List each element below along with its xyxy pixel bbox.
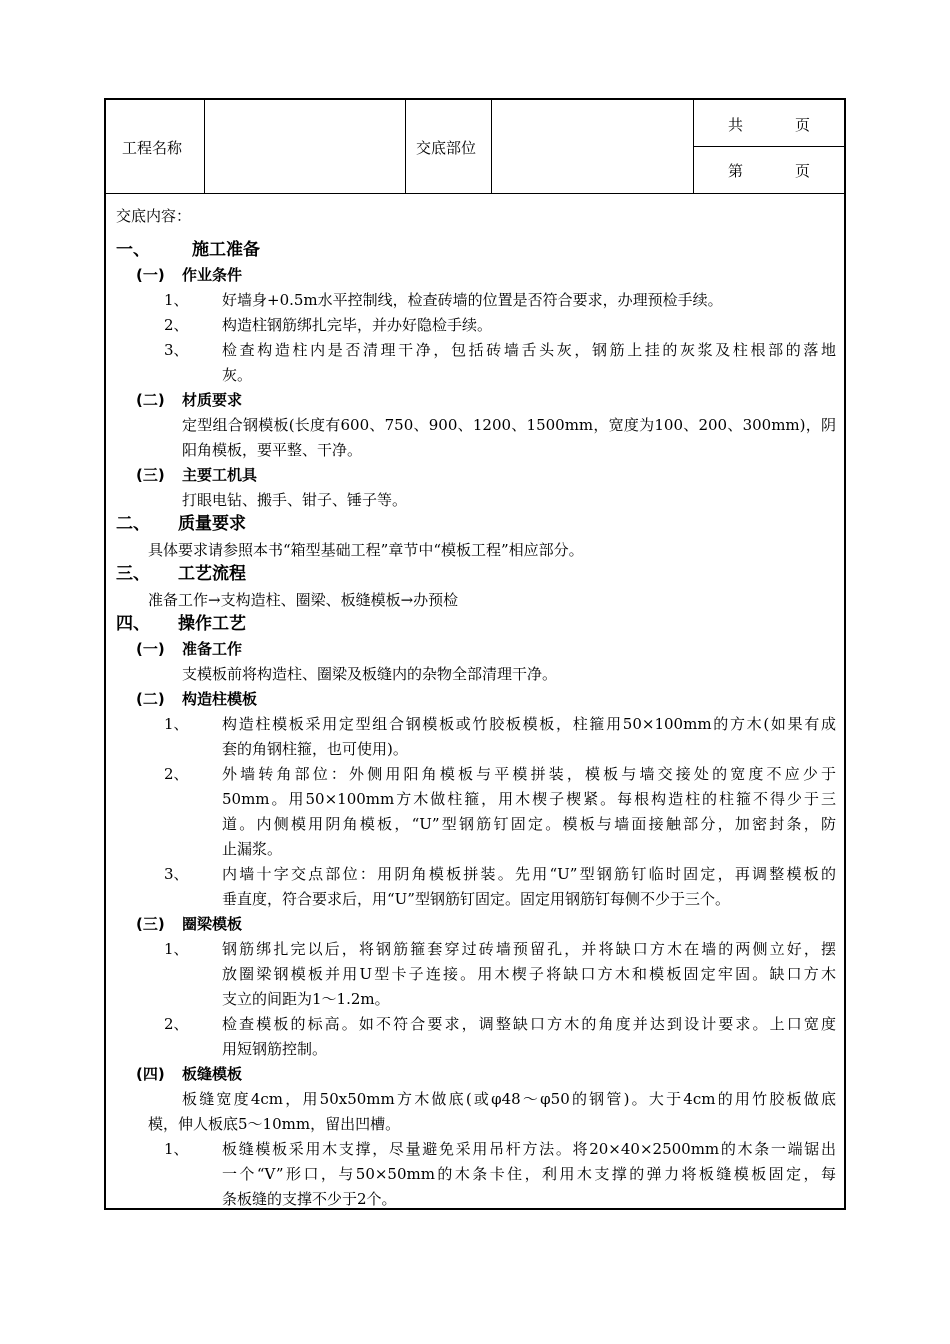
subsection-number: (三) xyxy=(136,915,165,933)
item-text: 放圈梁钢模板并用U型卡子连接。用木楔子将缺口方木和模板固定牢固。缺口方木 xyxy=(222,965,836,983)
page-number-label: 第 xyxy=(728,162,744,180)
item-text: 构造柱模板采用定型组合钢模板或竹胶板模板，柱箍用50×100mm的方木(如果有成 xyxy=(222,715,836,733)
item-number: 2、 xyxy=(164,765,189,783)
subsection-title: 准备工作 xyxy=(182,640,243,658)
page-number-unit: 页 xyxy=(795,162,811,180)
item-number: 2、 xyxy=(164,316,189,334)
section-title: 施工准备 xyxy=(192,240,260,260)
divider xyxy=(204,100,205,193)
subsection-title: 板缝模板 xyxy=(182,1065,243,1083)
handover-part-label: 交底部位 xyxy=(416,139,477,157)
item-text: 外墙转角部位：外侧用阳角模板与平模拼装，模板与墙交接处的宽度不应少于 xyxy=(222,765,836,783)
subsection-number: (二) xyxy=(136,690,165,708)
section-number: 四、 xyxy=(116,614,150,634)
item-text: 灰。 xyxy=(222,366,253,384)
subsection-title: 主要工机具 xyxy=(182,466,258,484)
paragraph-text: 打眼电钻、搬手、钳子、锤子等。 xyxy=(182,491,408,509)
item-number: 3、 xyxy=(164,865,189,883)
item-number: 1、 xyxy=(164,940,189,958)
project-name-label: 工程名称 xyxy=(122,139,183,157)
subsection-number: (二) xyxy=(136,391,165,409)
total-pages-label: 共 xyxy=(728,116,744,134)
subsection-number: (三) xyxy=(136,466,165,484)
item-number: 1、 xyxy=(164,715,189,733)
subsection-title: 构造柱模板 xyxy=(182,690,258,708)
item-text: 检查构造柱内是否清理干净，包括砖墙舌头灰，钢筋上挂的灰浆及柱根部的落地 xyxy=(222,341,836,359)
section-number: 一、 xyxy=(116,240,150,260)
item-text: 钢筋绑扎完以后，将钢筋箍套穿过砖墙预留孔，并将缺口方木在墙的两侧立好，摆 xyxy=(222,940,836,958)
divider xyxy=(405,100,406,193)
section-title: 操作工艺 xyxy=(178,614,246,634)
content-intro: 交底内容： xyxy=(116,207,192,225)
item-number: 1、 xyxy=(164,1140,189,1158)
item-text: 套的角钢柱箍，也可使用)。 xyxy=(222,740,408,758)
paragraph-text: 板缝宽度4cm，用50x50mm方木做底(或φ48～φ50的钢管)。大于4cm的用竹胶板做底 xyxy=(182,1090,836,1108)
form-header xyxy=(106,100,844,194)
section-number: 三、 xyxy=(116,564,150,584)
section-title: 工艺流程 xyxy=(178,564,246,584)
item-text: 条板缝的支撑不少于2个。 xyxy=(222,1190,397,1208)
paragraph-text: 定型组合钢模板(长度有600、750、900、1200、1500mm，宽度为100、200、300mm)，阴 xyxy=(182,416,836,434)
paragraph-text: 具体要求请参照本书“箱型基础工程”章节中“模板工程”相应部分。 xyxy=(148,541,584,559)
item-text: 一个“V”形口，与50×50mm的木条卡住，利用木支撑的弹力将板缝模板固定，每 xyxy=(222,1165,836,1183)
subsection-title: 圈梁模板 xyxy=(182,915,243,933)
subsection-title: 材质要求 xyxy=(182,391,243,409)
subsection-number: (四) xyxy=(136,1065,165,1083)
section-number: 二、 xyxy=(116,514,150,534)
item-text: 检查模板的标高。如不符合要求，调整缺口方木的角度并达到设计要求。上口宽度 xyxy=(222,1015,836,1033)
item-text: 止漏浆。 xyxy=(222,840,283,858)
item-text: 用短钢筋控制。 xyxy=(222,1040,328,1058)
subsection-title: 作业条件 xyxy=(182,266,243,284)
paragraph-text: 准备工作→支构造柱、圈梁、板缝模板→办预检 xyxy=(148,591,459,609)
item-text: 50mm。用50×100mm方木做柱箍，用木楔子楔紧。每根构造柱的柱箍不得少于三 xyxy=(222,790,836,808)
item-number: 2、 xyxy=(164,1015,189,1033)
paragraph-text: 阳角模板，要平整、干净。 xyxy=(182,441,363,459)
item-text: 支立的间距为1～1.2m。 xyxy=(222,990,390,1008)
item-text: 构造柱钢筋绑扎完毕，并办好隐检手续。 xyxy=(222,316,493,334)
paragraph-text: 模，伸人板底5～10mm，留出凹槽。 xyxy=(148,1115,401,1133)
item-number: 3、 xyxy=(164,341,189,359)
paragraph-text: 支模板前将构造柱、圈梁及板缝内的杂物全部清理干净。 xyxy=(182,665,558,683)
item-text: 垂直度，符合要求后，用“U”型钢筋钉固定。固定用钢筋钉每侧不少于三个。 xyxy=(222,890,730,908)
subsection-number: (一) xyxy=(136,640,165,658)
subsection-number: (一) xyxy=(136,266,165,284)
section-title: 质量要求 xyxy=(178,514,246,534)
item-text: 道。内侧模用阴角模板，“U”型钢筋钉固定。模板与墙面接触部分，加密封条，防 xyxy=(222,815,836,833)
total-pages-unit: 页 xyxy=(795,116,811,134)
divider xyxy=(693,146,844,147)
item-text: 内墙十字交点部位：用阴角模板拼装。先用“U”型钢筋钉临时固定，再调整模板的 xyxy=(222,865,836,883)
item-number: 1、 xyxy=(164,291,189,309)
item-text: 好墙身+0.5m水平控制线，检查砖墙的位置是否符合要求，办理预检手续。 xyxy=(222,291,723,309)
divider xyxy=(491,100,492,193)
handover-form xyxy=(104,98,846,1210)
item-text: 板缝模板采用木支撑，尽量避免采用吊杆方法。将20×40×2500mm的木条一端锯出 xyxy=(222,1140,836,1158)
